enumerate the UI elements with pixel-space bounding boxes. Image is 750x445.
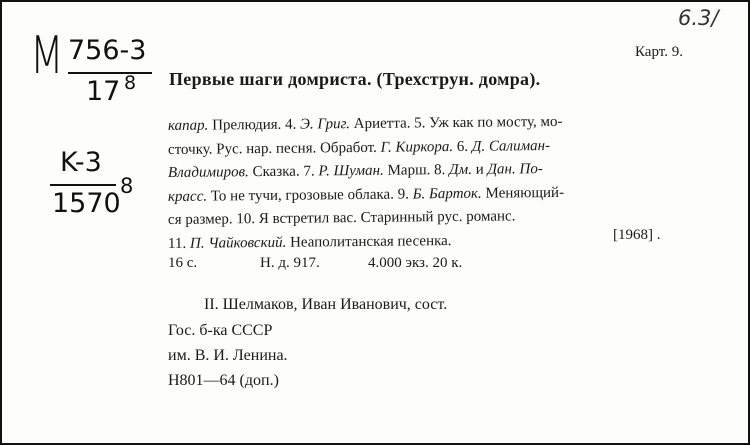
contents-line: [168, 161, 543, 182]
contents-name-italic: Р. Шуман.: [318, 162, 384, 180]
contents-name-italic: красс.: [167, 188, 208, 205]
contents-name-italic: Г. Киркора.: [380, 138, 454, 156]
contents-text: и: [471, 161, 488, 178]
contents-name-italic: Э. Григ.: [300, 116, 351, 133]
contents-name-italic: Д. Салиман-: [471, 137, 551, 155]
contents-text: Марш. 8.: [383, 162, 450, 179]
contents-name-italic: капар.: [167, 117, 209, 134]
inventory-fraction-line: [50, 184, 116, 186]
contents-line: [168, 114, 563, 135]
contents-text: Ариетта. 5. Уж как по мосту, мо-: [349, 113, 563, 133]
contents-text: То не тучи, грозовые облака. 9.: [207, 185, 413, 205]
shelf-number-superscript: 8: [124, 72, 137, 94]
contents-name-italic: П. Чайковский.: [189, 234, 287, 252]
card-number: Карт. 9.: [635, 44, 683, 60]
shelf-number-top: 756-3: [68, 35, 147, 66]
contents-line: [168, 208, 516, 229]
contents-name-italic: Дм.: [448, 161, 473, 179]
contents-line: [168, 184, 564, 205]
library-line-1: Гос. б-ка СССР: [168, 322, 273, 339]
inventory-number-bottom: 1570: [52, 188, 121, 219]
inventory-number-top: K-3: [60, 147, 102, 178]
inventory-number-superscript: 8: [120, 174, 134, 198]
contents-name-italic: Б. Барток.: [412, 185, 482, 202]
contents-name-italic: Дан. По-: [487, 161, 543, 178]
contents-text: Неаполитанская песенка.: [286, 232, 452, 251]
contents-text: ся размер. 10. Я встретил вас. Старинный рус. романс.: [167, 208, 516, 228]
contents-text: 11.: [167, 235, 191, 252]
contents-line: [168, 137, 550, 158]
contents-name-italic: Владимиров.: [167, 164, 249, 181]
catalog-code: Н801—64 (доп.): [168, 372, 279, 389]
contents-line: [168, 233, 452, 253]
pagination: 16 с.: [168, 255, 198, 271]
contents-text: 6.: [453, 138, 472, 155]
compiler-entry: II. Шелмаков, Иван Иванович, сост.: [204, 296, 448, 313]
publication-year: [1968] .: [613, 227, 661, 243]
contents-text: сточку. Рус. нар. песня. Обработ.: [167, 139, 381, 158]
shelf-fraction-line: [68, 72, 152, 74]
contents-text: Прелюдия. 4.: [208, 116, 301, 134]
contents-text: Меняющий-: [481, 184, 565, 202]
print-run: 4.000 экз. 20 к.: [368, 255, 463, 271]
shelf-letter: M: [30, 26, 64, 86]
library-line-2: им. В. И. Ленина.: [168, 347, 288, 364]
price-code: Н. д. 917.: [260, 255, 320, 271]
record-title: Первые шаги домриста. (Трехструн. домра).: [169, 69, 541, 89]
contents-text: Сказка. 7.: [248, 163, 319, 181]
handwritten-card-number: 6.3/: [678, 6, 719, 30]
shelf-number-bottom: 17: [86, 76, 121, 107]
